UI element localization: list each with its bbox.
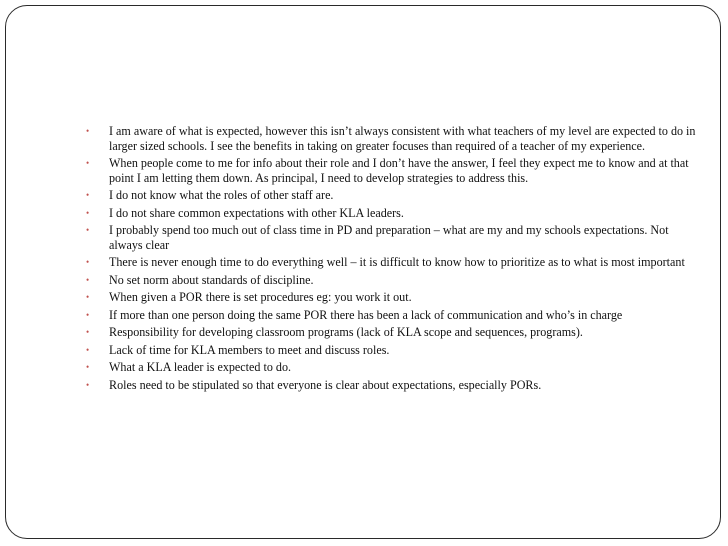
list-item — [86, 290, 698, 305]
list-item — [86, 378, 698, 393]
list-item — [86, 360, 698, 375]
list-item-text: I do not know what the roles of other staff are. — [109, 188, 334, 202]
bullet-icon: • — [86, 292, 90, 302]
bullet-icon: • — [86, 344, 90, 355]
bullet-icon: • — [86, 327, 90, 337]
list-item — [86, 124, 698, 153]
bullet-icon: • — [86, 257, 90, 267]
list-item — [86, 308, 698, 323]
bullet-icon: • — [86, 190, 90, 200]
list-item — [86, 206, 698, 221]
bullet-icon: • — [86, 379, 90, 390]
list-item-text: Responsibility for developing classroom programs (lack of KLA scope and sequences, programs). — [109, 325, 583, 339]
list-item-text: If more than one person doing the same POR there has been a lack of communication and who’s in charge — [109, 307, 623, 322]
bullet-icon: • — [86, 126, 90, 136]
list-item — [86, 325, 698, 340]
list-item-text: I probably spend too much out of class time in PD and preparation – what are my and my schools expectations. Not always clear — [109, 223, 669, 252]
list-item-text: What a KLA leader is expected to do. — [109, 360, 292, 374]
list-item-text: There is never enough time to do everything well – it is difficult to know how to prioritize as to what is most important — [109, 255, 685, 269]
list-item — [86, 223, 698, 252]
list-item-text: When people come to me for info about their role and I don’t have the answer, I feel they expect me to know and at that point I am letting them down. As principal, I need to develop strategies to address this. — [109, 156, 689, 185]
bullet-icon: • — [86, 362, 90, 372]
bullet-list — [86, 124, 698, 395]
slide-frame — [5, 5, 721, 539]
list-item-text: No set norm about standards of discipline. — [109, 272, 314, 287]
list-item — [86, 188, 698, 203]
list-item — [86, 255, 698, 270]
list-item-text: I am aware of what is expected, however this isn’t always consistent with what teachers of my level are expected to do in larger sized schools. I see the benefits in taking on greater focuses than required of a teacher of my experience. — [109, 124, 696, 153]
list-item — [86, 343, 698, 358]
bullet-icon: • — [86, 158, 90, 168]
list-item — [86, 156, 698, 185]
list-item-text: Lack of time for KLA members to meet and discuss roles. — [109, 342, 390, 357]
bullet-icon: • — [86, 274, 90, 285]
bullet-icon: • — [86, 225, 90, 235]
list-item-text: I do not share common expectations with other KLA leaders. — [109, 205, 404, 220]
bullet-icon: • — [86, 207, 90, 218]
bullet-icon: • — [86, 309, 90, 320]
list-item-text: When given a POR there is set procedures eg: you work it out. — [109, 290, 412, 304]
list-item — [86, 273, 698, 288]
list-item-text: Roles need to be stipulated so that everyone is clear about expectations, especially PORs. — [109, 377, 542, 392]
